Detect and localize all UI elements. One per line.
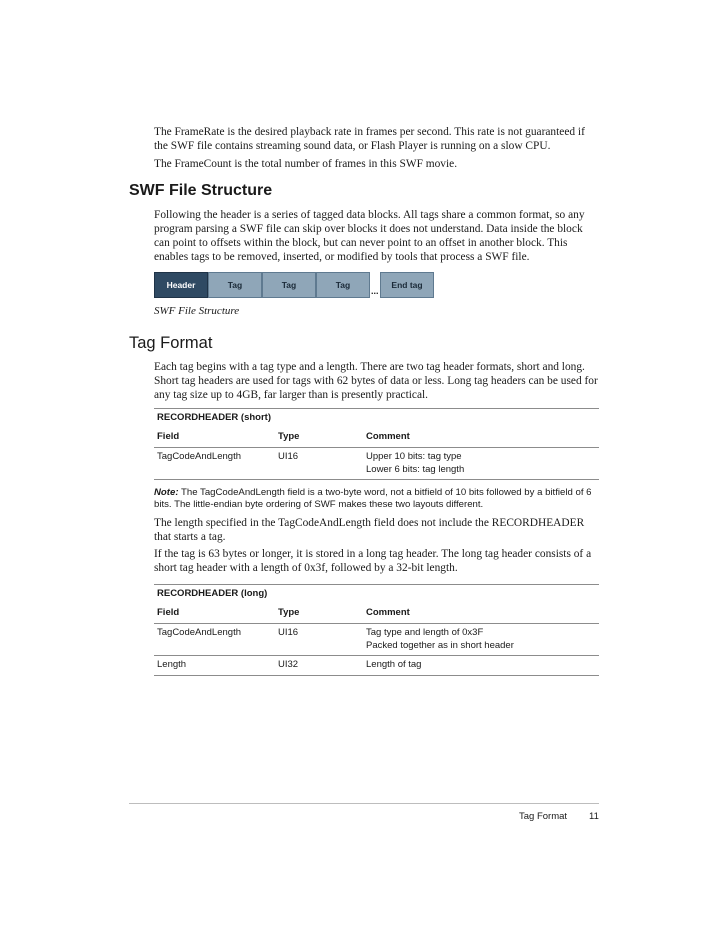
note (154, 487, 600, 510)
table-cell-field: TagCodeAndLength (157, 627, 241, 638)
swf-structure-diagram (154, 272, 434, 300)
column-header-type: Type (278, 607, 300, 618)
diagram-block-tag-3: Tag (316, 272, 370, 298)
table-cell-type: UI32 (278, 659, 299, 670)
table-cell-comment: Upper 10 bits: tag type (366, 451, 462, 462)
table-cell-type: UI16 (278, 627, 299, 638)
table-title: RECORDHEADER (short) (157, 412, 271, 423)
footer-section-title: Tag Format (519, 811, 568, 822)
diagram-block-tag-2: Tag (262, 272, 316, 298)
table-cell-comment: Length of tag (366, 659, 422, 670)
swf-file-structure-heading: SWF File Structure (129, 182, 273, 199)
note-label: Note: (154, 487, 179, 498)
table-cell-type: UI16 (278, 451, 299, 462)
tag-format-heading: Tag Format (129, 334, 213, 352)
long-header-paragraph: If the tag is 63 bytes or longer, it is stored in a long tag header. The long tag header consists of a short tag header with a length of 0x3f, followed by a 32-bit length. (154, 548, 592, 574)
column-header-field: Field (157, 431, 180, 442)
diagram-caption: SWF File Structure (154, 305, 240, 317)
note-text: The TagCodeAndLength field is a two-byte word, not a bitfield of 10 bits followed by a bitfield of 6 bits. The little-endian byte ordering of SWF makes these two layouts different. (154, 487, 592, 510)
column-header-type: Type (278, 431, 300, 442)
diagram-block-header: Header (154, 272, 208, 298)
table-cell-comment: Lower 6 bits: tag length (366, 464, 465, 475)
recordheader-short-table (154, 408, 599, 480)
table-cell-field: Length (157, 659, 187, 670)
footer-rule (129, 803, 599, 804)
diagram-block-tag-1: Tag (208, 272, 262, 298)
length-paragraph: The length specified in the TagCodeAndLength field does not include the RECORDHEADER that starts a tag. (154, 517, 585, 543)
table-cell-comment: Packed together as in short header (366, 640, 514, 651)
swf-structure-paragraph: Following the header is a series of tagged data blocks. All tags share a common format, so any program parsing a SWF file can skip over blocks it does not understand. Data inside the block can point to offsets within the block, but can never point to an offset in another block. This enables tags to be removed, inserted, or modified by tools that process a SWF file. (154, 209, 585, 263)
diagram-block-end-tag: End tag (380, 272, 434, 298)
table-cell-field: TagCodeAndLength (157, 451, 241, 462)
page-number: 11 (589, 811, 599, 822)
recordheader-long-table (154, 584, 599, 676)
frame-rate-paragraph: The FrameRate is the desired playback rate in frames per second. This rate is not guaranteed if the SWF file contains streaming sound data, or Flash Player is running on a slow CPU. (154, 126, 585, 152)
tag-format-paragraph: Each tag begins with a tag type and a length. There are two tag header formats, short and long. Short tag headers are used for tags with 62 bytes of data or less. Long tag headers can be used for any tag size up to 4GB, far larger than is presently practical. (154, 361, 598, 401)
column-header-comment: Comment (366, 607, 410, 618)
table-title: RECORDHEADER (long) (157, 588, 268, 599)
column-header-field: Field (157, 607, 180, 618)
diagram-ellipsis: ... (371, 286, 379, 296)
table-cell-comment: Tag type and length of 0x3F (366, 627, 484, 638)
column-header-comment: Comment (366, 431, 410, 442)
frame-count-paragraph: The FrameCount is the total number of frames in this SWF movie. (154, 158, 458, 170)
